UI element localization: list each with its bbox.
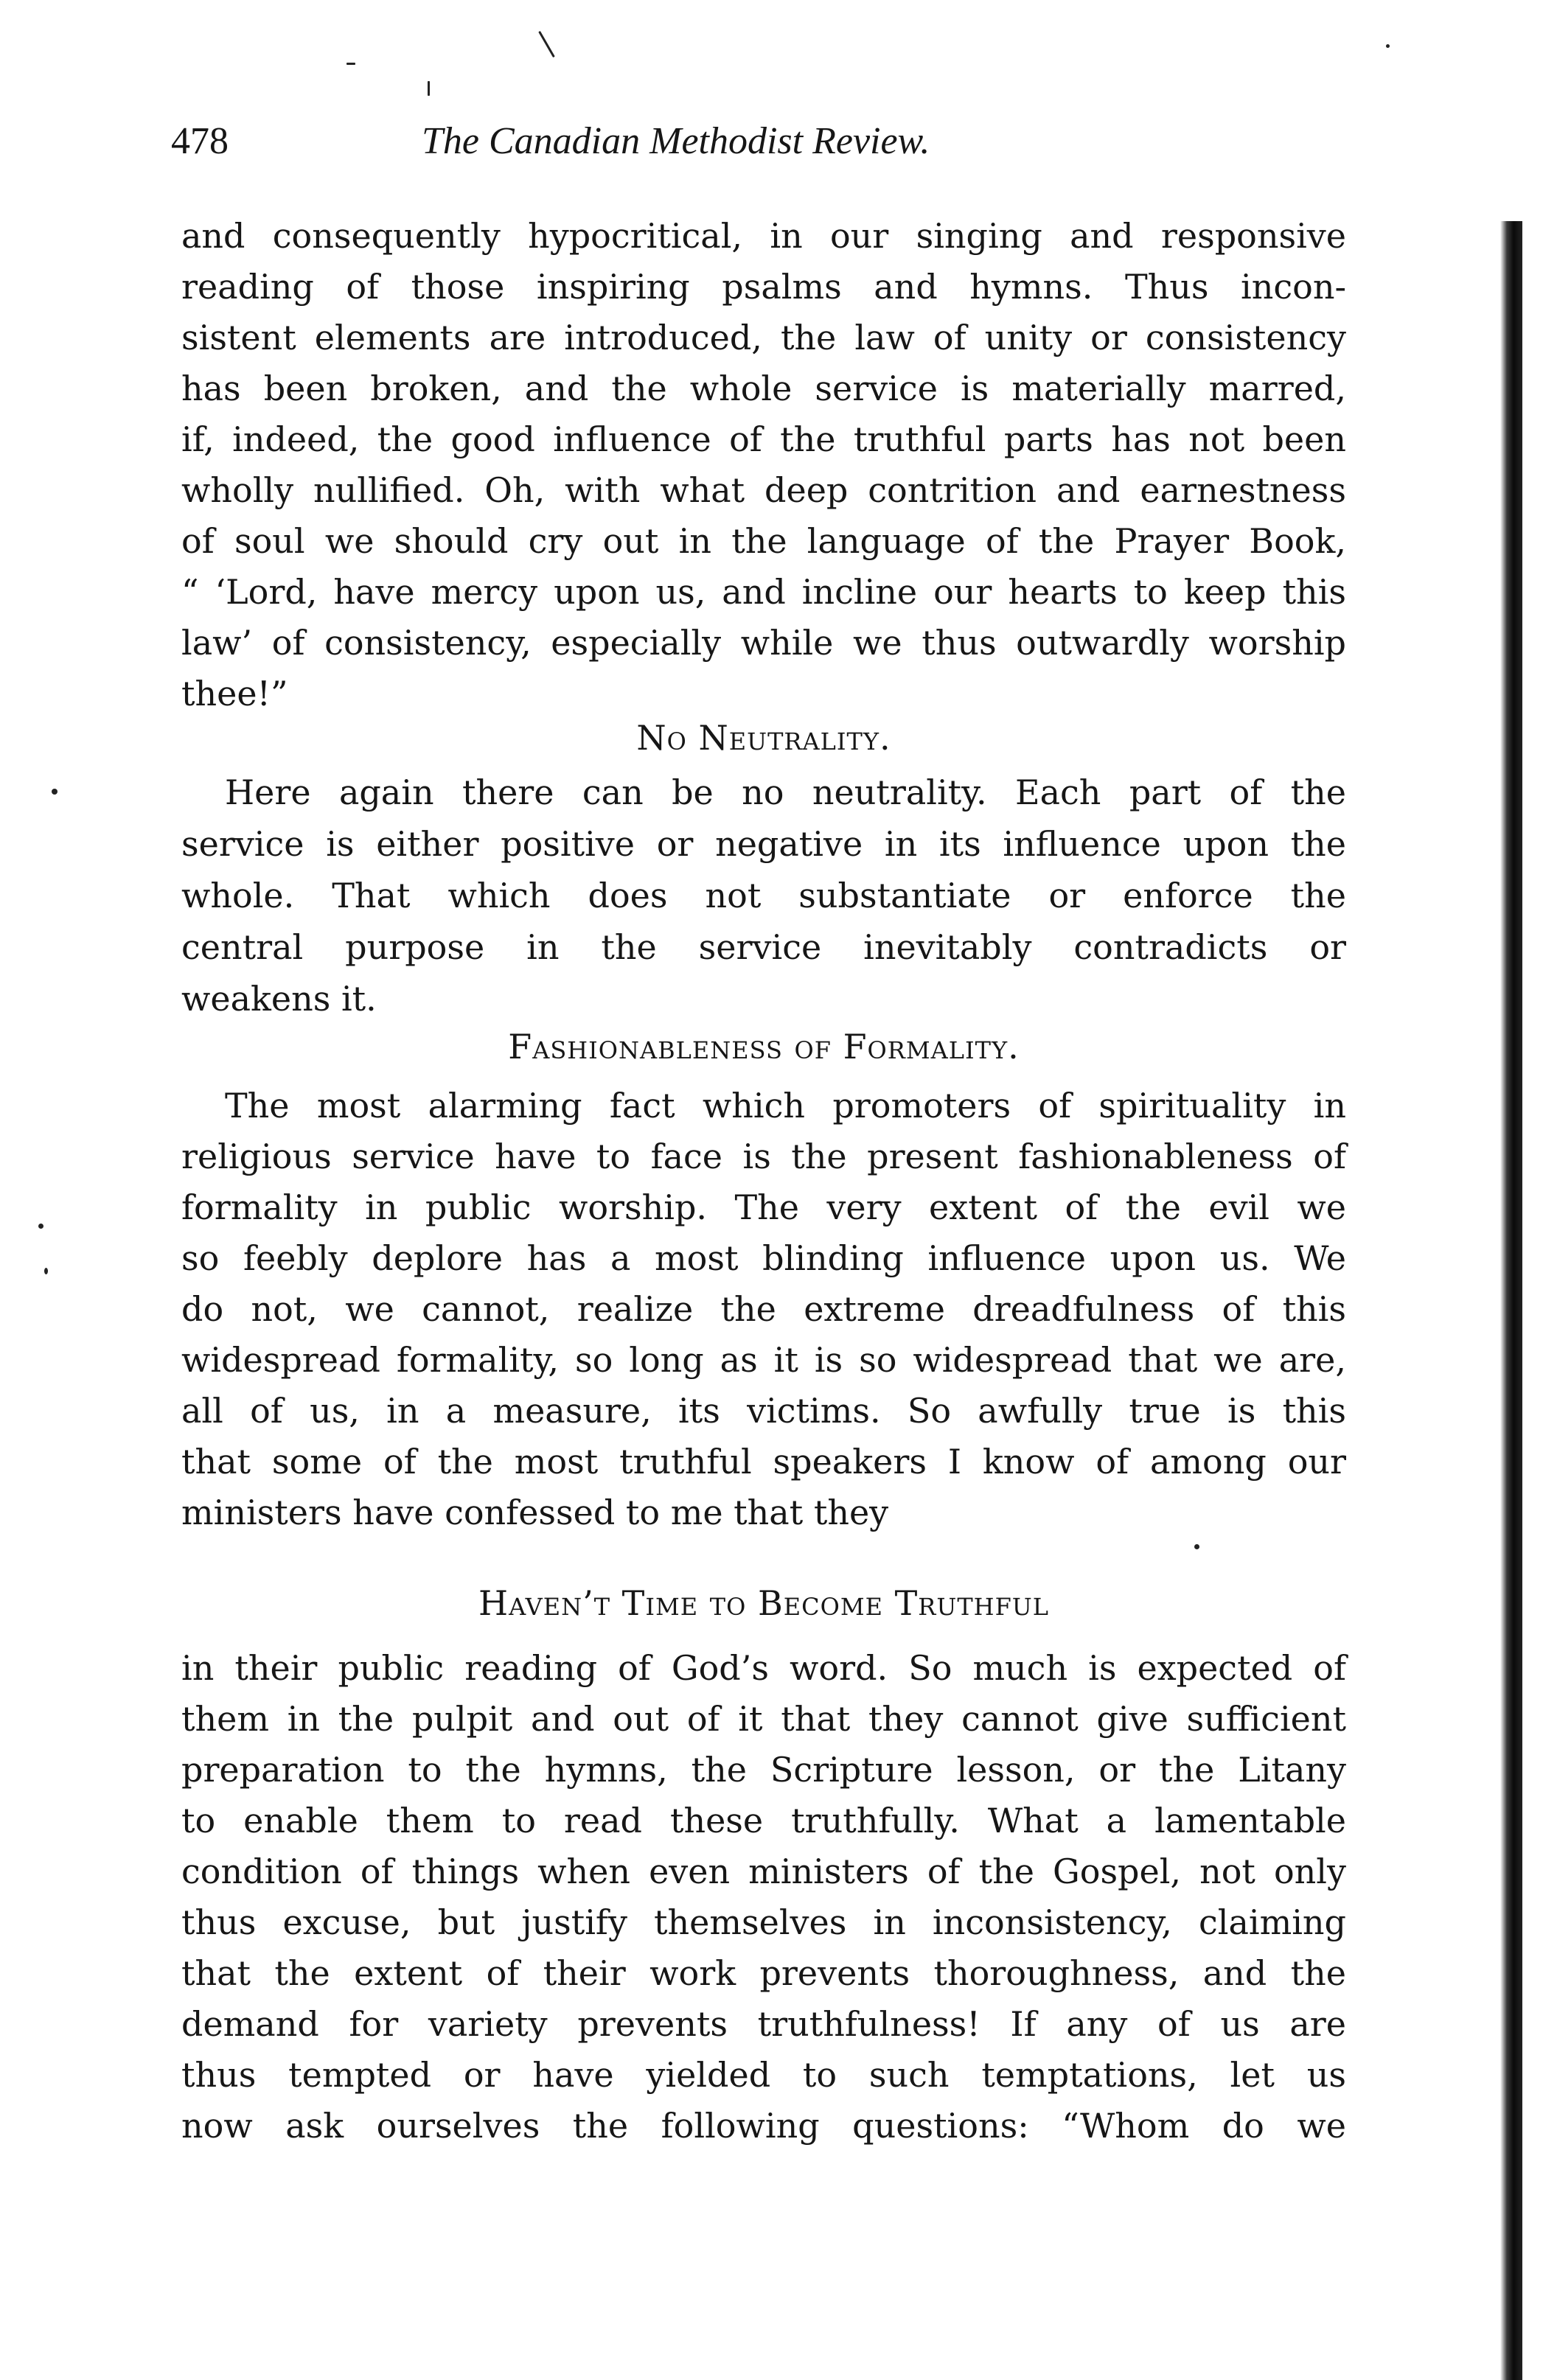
- body-line: reading of those inspiring psalms and hymns. Thus incon-: [181, 267, 1346, 307]
- body-line: so feebly deplore has a most blinding influence upon us. We: [181, 1238, 1346, 1278]
- section-heading: Haven’t Time to Become Truthful: [478, 1583, 1049, 1623]
- body-line: law’ of consistency, especially while we thus outwardly worship: [181, 623, 1346, 663]
- body-line: thee!”: [181, 674, 288, 713]
- scan-speck: [52, 789, 58, 795]
- scan-speck: [1386, 44, 1390, 48]
- body-line: religious service have to face is the present fashionableness of: [181, 1137, 1346, 1176]
- running-title: The Canadian Methodist Review.: [422, 120, 930, 162]
- page-number: 478: [171, 120, 229, 162]
- body-line: central purpose in the service inevitably contradicts or: [181, 927, 1346, 967]
- scan-speck: [38, 1224, 43, 1229]
- body-line: condition of things when even ministers of the Gospel, not only: [181, 1852, 1346, 1891]
- scan-mark: [538, 31, 555, 57]
- scan-mark: [346, 63, 355, 65]
- body-line: all of us, in a measure, its victims. So awfully true is this: [181, 1391, 1346, 1431]
- body-line: The most alarming fact which promoters of spirituality in: [225, 1086, 1346, 1126]
- body-line: now ask ourselves the following questions: “Whom do we: [181, 2106, 1346, 2146]
- body-line: in their public reading of God’s word. So much is expected of: [181, 1648, 1346, 1688]
- scan-speck: [44, 1268, 48, 1274]
- body-line: to enable them to read these truthfully. What a lamentable: [181, 1801, 1346, 1840]
- body-line: thus excuse, but justify themselves in inconsistency, claiming: [181, 1902, 1346, 1942]
- body-line: formality in public worship. The very extent of the evil we: [181, 1187, 1346, 1227]
- body-line: “ ‘Lord, have mercy upon us, and incline our hearts to keep this: [181, 572, 1346, 612]
- body-line: has been broken, and the whole service is materially marred,: [181, 369, 1346, 408]
- section-heading: No Neutrality.: [636, 718, 891, 758]
- running-header: [171, 112, 1365, 171]
- body-line: thus tempted or have yielded to such temptations, let us: [181, 2055, 1346, 2095]
- body-line: of soul we should cry out in the language of the Prayer Book,: [181, 521, 1346, 561]
- section-heading: Fashionableness of Formality.: [508, 1027, 1020, 1067]
- body-line: widespread formality, so long as it is so widespread that we are,: [181, 1340, 1346, 1380]
- body-line: ministers have confessed to me that they: [181, 1493, 889, 1532]
- body-line: and consequently hypocritical, in our singing and responsive: [181, 216, 1346, 256]
- body-line: preparation to the hymns, the Scripture lesson, or the Litany: [181, 1750, 1346, 1790]
- body-line: that some of the most truthful speakers I know of among our: [181, 1442, 1346, 1482]
- body-line: that the extent of their work prevents thoroughness, and the: [181, 1953, 1346, 1993]
- body-line: service is either positive or negative in its influence upon the: [181, 824, 1346, 864]
- body-line: whole. That which does not substantiate or enforce the: [181, 876, 1346, 915]
- body-line: do not, we cannot, realize the extreme dreadfulness of this: [181, 1289, 1346, 1329]
- scan-speck: [1194, 1544, 1199, 1549]
- body-line: sistent elements are introduced, the law of unity or consistency: [181, 318, 1346, 357]
- body-line: demand for variety prevents truthfulness! If any of us are: [181, 2004, 1346, 2044]
- body-line: them in the pulpit and out of it that they cannot give sufficient: [181, 1699, 1346, 1739]
- body-line: Here again there can be no neutrality. Each part of the: [225, 772, 1346, 812]
- scan-mark: [428, 81, 430, 96]
- body-line: weakens it.: [181, 979, 377, 1019]
- body-line: if, indeed, the good influence of the truthful parts has not been: [181, 419, 1346, 459]
- scan-binding-edge: [1500, 221, 1522, 2380]
- body-line: wholly nullified. Oh, with what deep contrition and earnestness: [181, 470, 1346, 510]
